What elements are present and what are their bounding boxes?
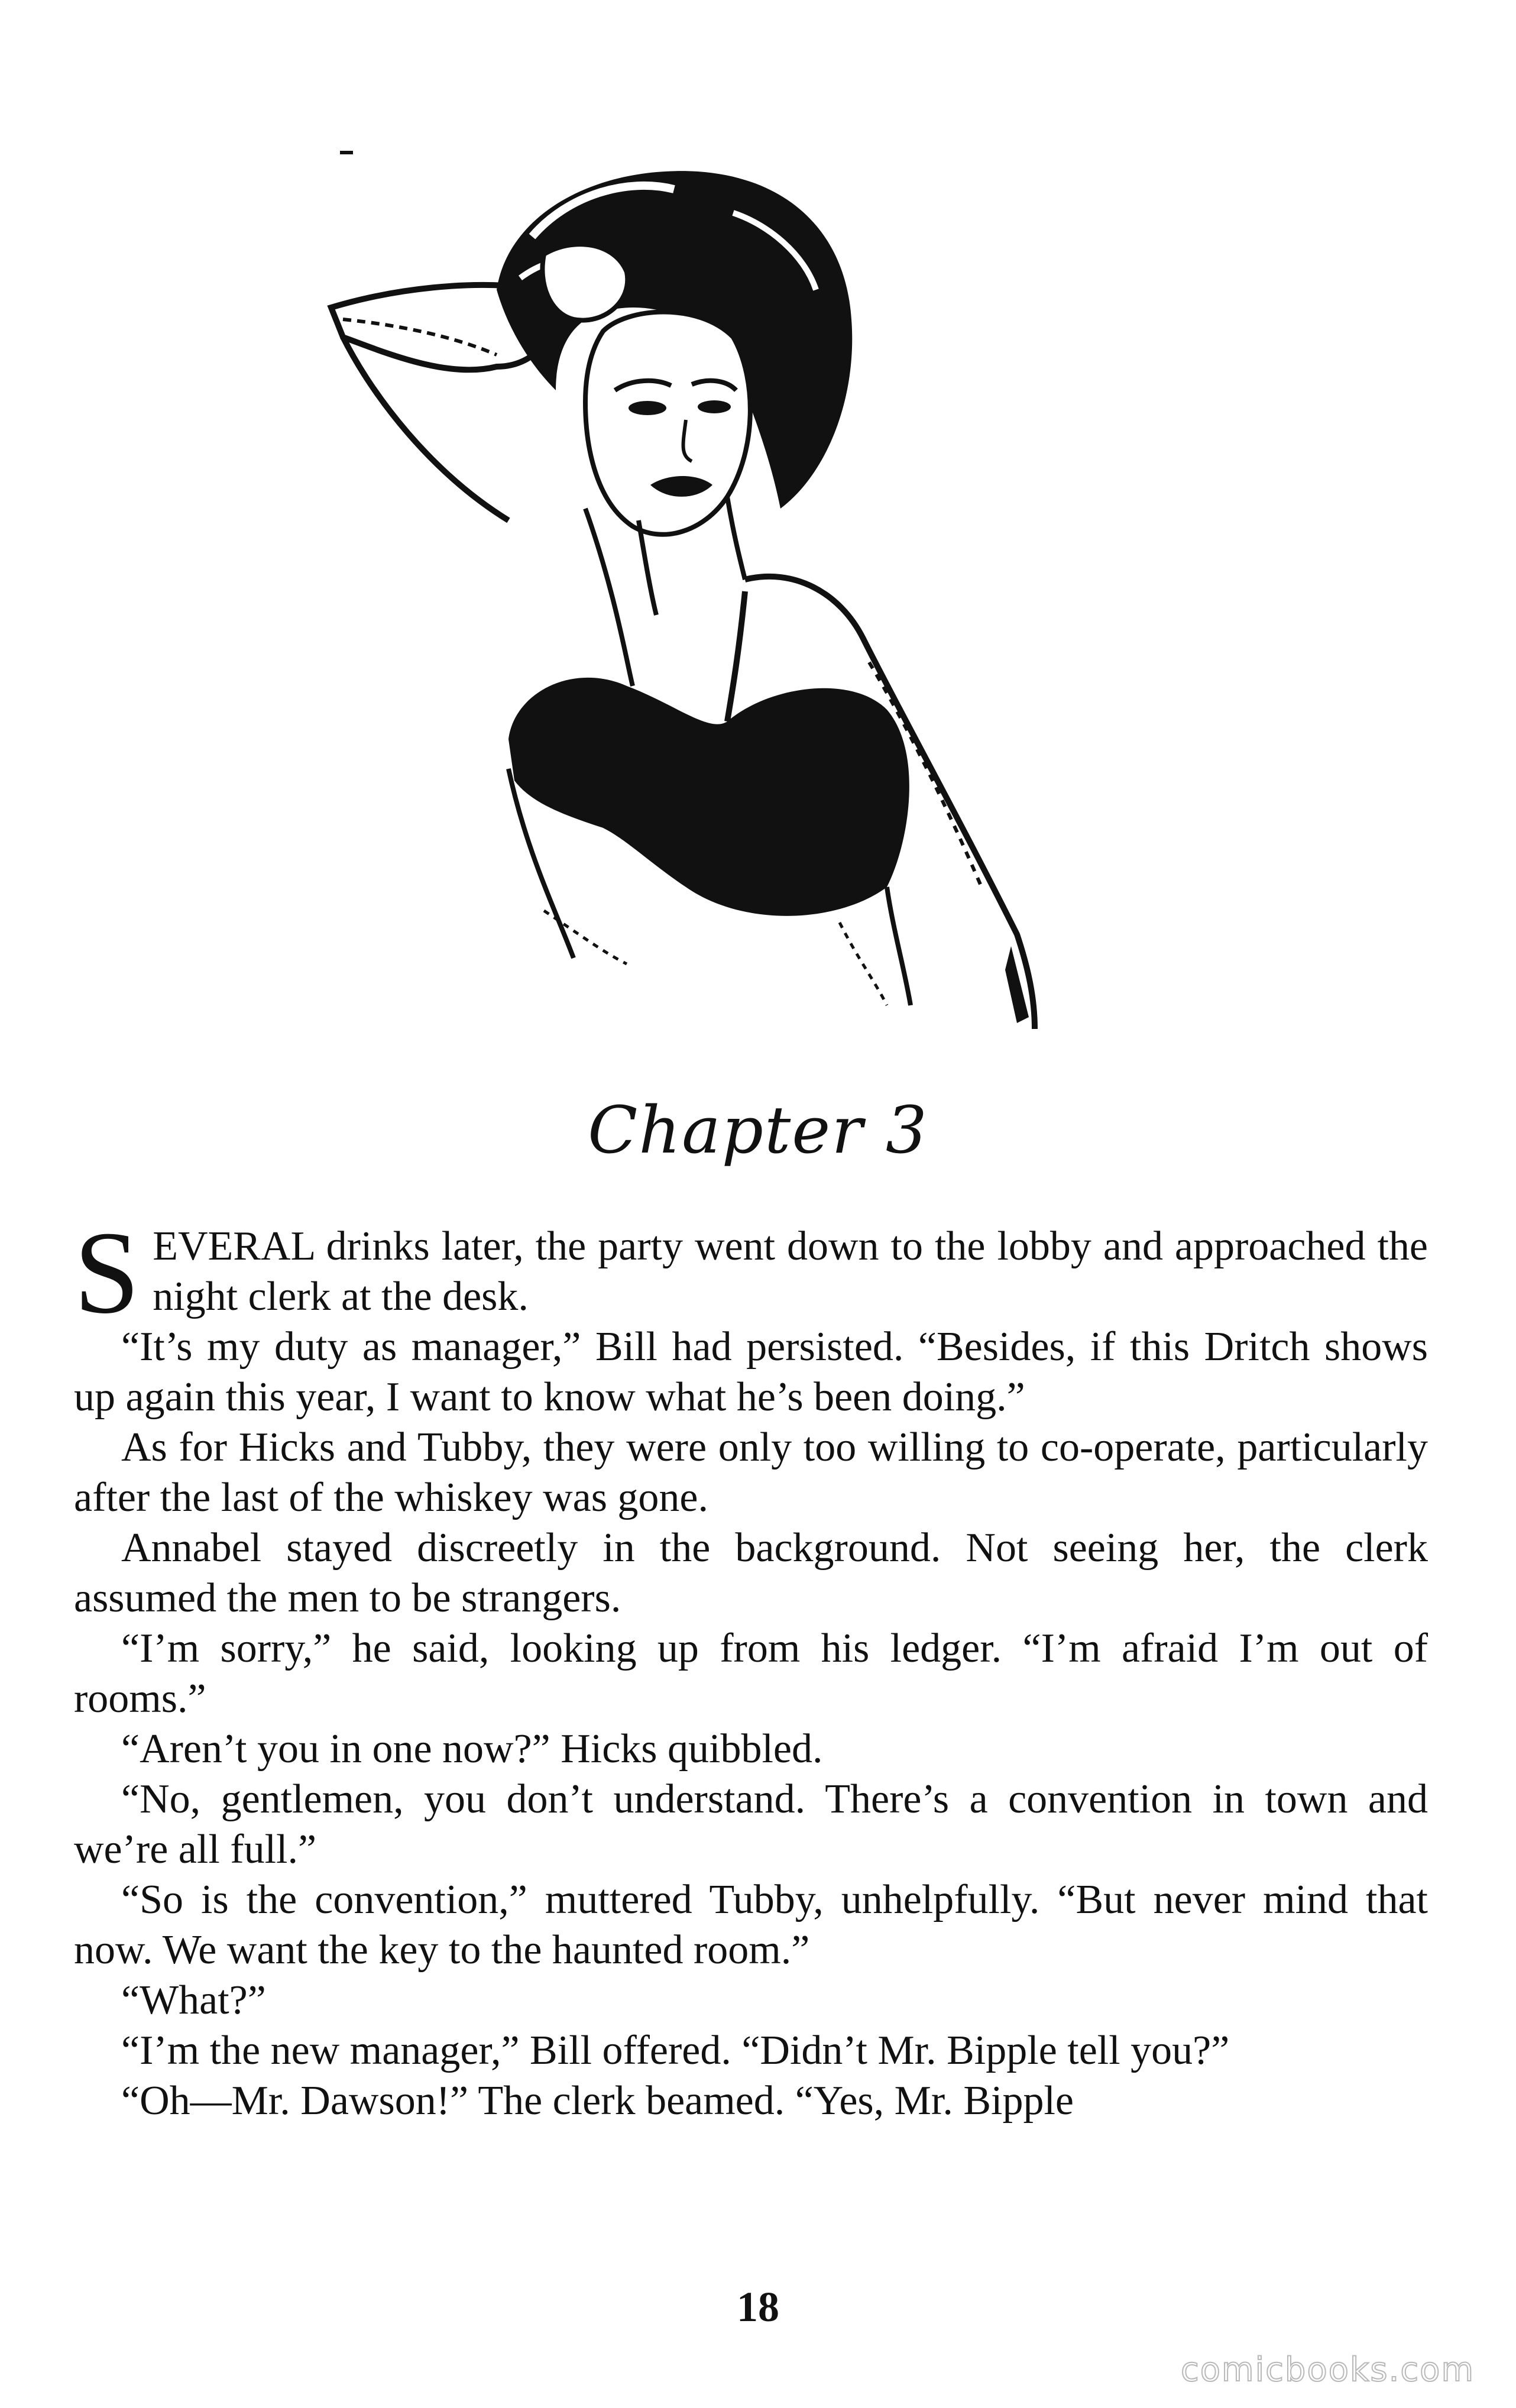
- paragraph: “No, gentlemen, you don’t understand. There’s a convention in town and we’re all full.”: [74, 1776, 1428, 1872]
- paragraph: As for Hicks and Tubby, they were only too willing to co-operate, particularly after the last of the whiskey was gone.: [74, 1425, 1428, 1520]
- paragraph: “It’s my duty as manager,” Bill had persisted. “Besides, if this Dritch shows up again this year, I want to know what he’s been doing.”: [74, 1324, 1428, 1420]
- paragraph: “I’m sorry,” he said, looking up from his ledger. “I’m afraid I’m out of rooms.”: [74, 1626, 1428, 1721]
- paragraph: “Aren’t you in one now?” Hicks quibbled.: [121, 1726, 823, 1772]
- paragraph: “Oh—Mr. Dawson!” The clerk beamed. “Yes, Mr. Bipple: [121, 2078, 1074, 2124]
- page-number: 18: [737, 2283, 779, 2331]
- paragraph: “I’m the new manager,” Bill offered. “Didn’t Mr. Bipple tell you?”: [121, 2028, 1230, 2073]
- paragraph: [74, 1208, 1428, 1338]
- drop-cap: S: [74, 1208, 140, 1338]
- paragraph: “So is the convention,” muttered Tubby, unhelpfully. “But never mind that now. We want the key to the haunted room.”: [74, 1877, 1428, 1973]
- chapter-title: Chapter 3: [588, 1092, 928, 1168]
- woman-illustration: [319, 142, 1159, 1064]
- chapter-body: [74, 1208, 1428, 2126]
- watermark: comicbooks.com: [1180, 2351, 1475, 2389]
- paragraph: Annabel stayed discreetly in the background. Not seeing her, the clerk assumed the men to be strangers.: [74, 1525, 1428, 1621]
- paragraph: “What?”: [121, 1977, 266, 2023]
- paragraph-text: EVERAL drinks later, the party went down to the lobby and approached the night clerk at the desk.: [153, 1224, 1428, 1319]
